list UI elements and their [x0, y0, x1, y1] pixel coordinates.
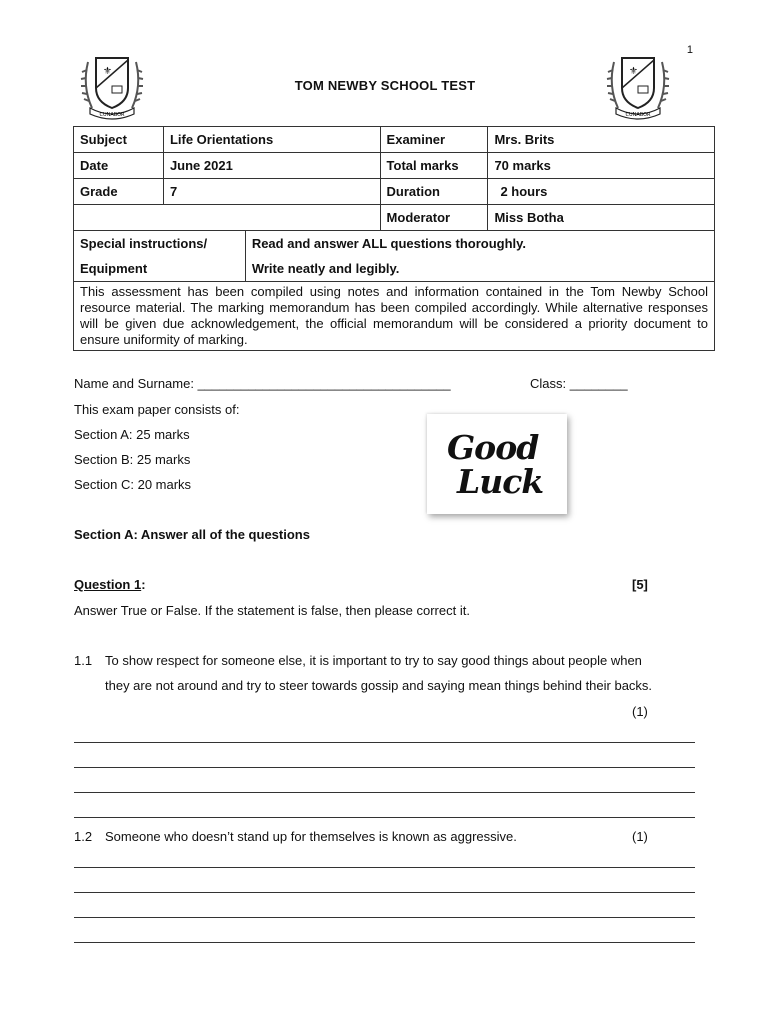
good-luck-line-1: Good [447, 428, 539, 467]
question-1-instruction: Answer True or False. If the statement is false, then please correct it. [74, 603, 470, 618]
class-label: Class: [530, 376, 567, 391]
section-c-marks: Section C: 20 marks [74, 477, 192, 492]
question-1-1-text: To show respect for someone else, it is important to try to say good things about people when they are not around and try to steer towards gossip and saying mean things behind their backs. [105, 653, 653, 693]
name-label: Name and Surname: [74, 376, 194, 391]
question-1-title: Question 1 [74, 577, 142, 592]
name-field[interactable] [74, 376, 451, 391]
question-1-2-text: Someone who doesn’t stand up for themselves is known as aggressive. [105, 829, 517, 844]
examiner-value: Mrs. Brits [488, 127, 715, 153]
moderator-label: Moderator [380, 205, 488, 231]
svg-text:⚜: ⚜ [629, 66, 638, 77]
answer-line[interactable] [74, 942, 695, 943]
page-number: 1 [686, 44, 693, 56]
date-value: June 2021 [163, 153, 380, 179]
name-blank[interactable]: ___________________________________ [197, 376, 451, 391]
marking-notice: This assessment has been compiled using notes and information contained in the Tom Newby School resource material. The marking memorandum has been compiled accordingly. While alternative responses will be given due acknowledgement, the official memorandum will be considered a priority document to ensure uniformity of marking. [74, 282, 715, 351]
good-luck-card [427, 414, 567, 514]
duration-value: 2 hours [488, 179, 715, 205]
date-label: Date [74, 153, 164, 179]
school-crest-logo [602, 50, 674, 122]
section-b-marks: Section B: 25 marks [74, 452, 191, 467]
answer-line[interactable] [74, 767, 695, 768]
grade-label: Grade [74, 179, 164, 205]
instruction-1: Read and answer ALL questions thoroughly. [245, 231, 714, 257]
question-1-1-mark: (1) [632, 704, 648, 719]
duration-label: Duration [380, 179, 488, 205]
subject-label: Subject [74, 127, 164, 153]
answer-line[interactable] [74, 892, 695, 893]
examiner-label: Examiner [380, 127, 488, 153]
subject-value: Life Orientations [163, 127, 380, 153]
svg-text:⚜: ⚜ [103, 66, 112, 77]
section-a-marks: Section A: 25 marks [74, 427, 190, 442]
answer-line[interactable] [74, 742, 695, 743]
answer-line[interactable] [74, 817, 695, 818]
question-1-heading [74, 577, 146, 592]
good-luck-line-2: Luck [457, 462, 544, 501]
svg-text:CUNABOR: CUNABOR [625, 112, 651, 118]
class-field[interactable] [530, 376, 628, 391]
answer-line[interactable] [74, 792, 695, 793]
answer-line[interactable] [74, 917, 695, 918]
answer-line[interactable] [74, 867, 695, 868]
class-blank[interactable]: ________ [569, 376, 628, 391]
equipment-label: Equipment [74, 256, 246, 282]
question-1-marks: [5] [632, 577, 648, 592]
special-instructions-label: Special instructions/ [74, 231, 246, 257]
question-1-1-number: 1.1 [74, 653, 93, 668]
instruction-2: Write neatly and legibly. [245, 256, 714, 282]
question-1-2-number: 1.2 [74, 829, 93, 844]
empty-cell [74, 205, 381, 231]
grade-value: 7 [163, 179, 380, 205]
page-title: TOM NEWBY SCHOOL TEST [294, 78, 476, 93]
paper-consists-label: This exam paper consists of: [74, 402, 240, 417]
total-marks-label: Total marks [380, 153, 488, 179]
question-1-2-mark: (1) [632, 829, 648, 844]
total-marks-value: 70 marks [488, 153, 715, 179]
moderator-value: Miss Botha [488, 205, 715, 231]
question-1-colon: : [141, 577, 146, 592]
svg-text:CUNABOR: CUNABOR [99, 112, 125, 118]
test-info-table [73, 126, 715, 351]
section-a-heading: Section A: Answer all of the questions [74, 527, 310, 542]
